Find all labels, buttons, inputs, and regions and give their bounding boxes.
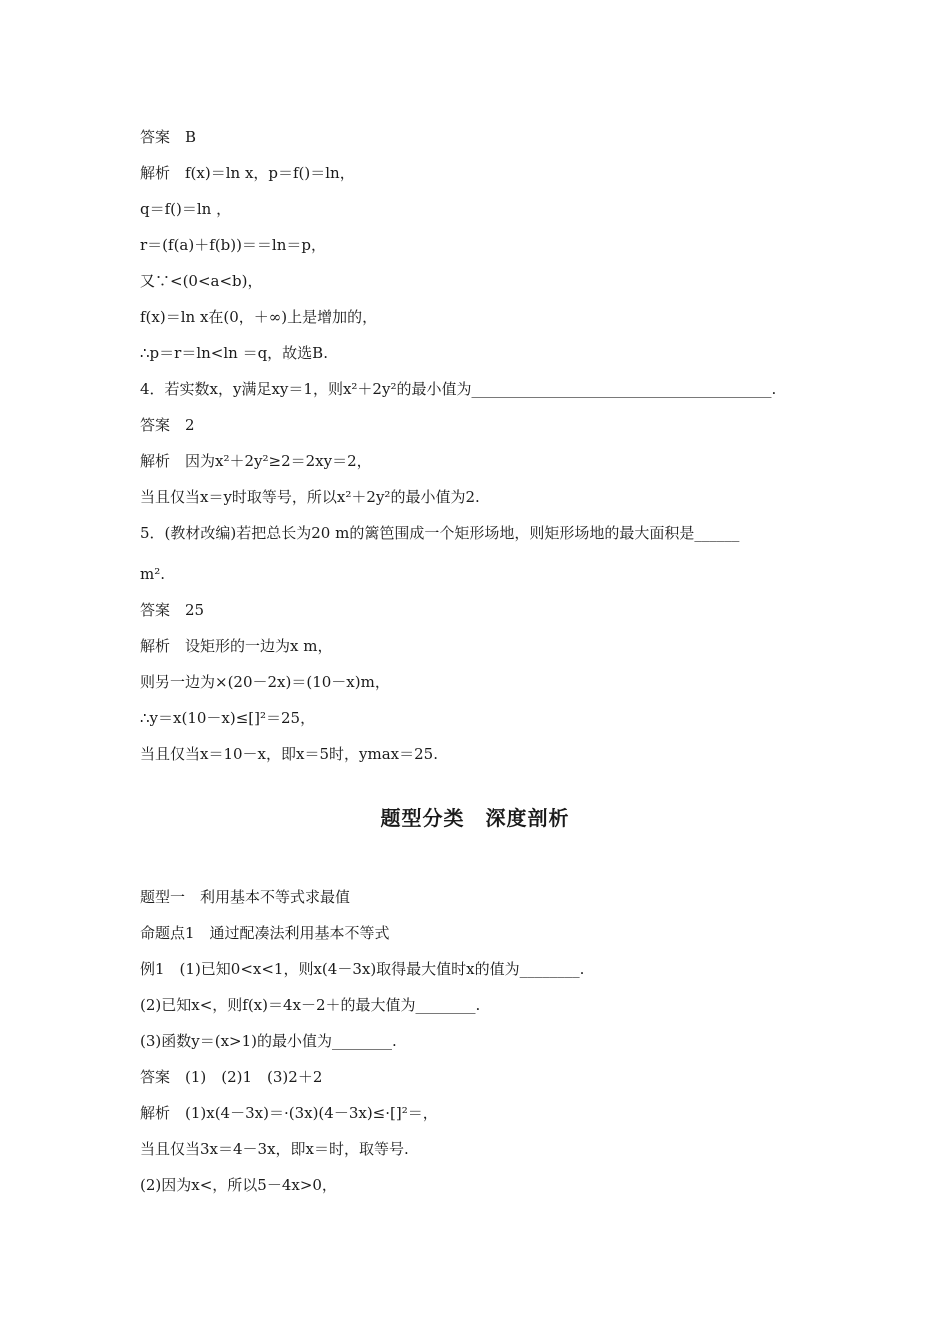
example-part-2: (2)已知x<，则f(x)＝4x－2＋的最大值为________. [140,996,481,1014]
text-line: ∴y＝x(10－x)≤[]²＝25， [140,709,316,727]
text-line: ∴p＝r＝ln<ln ＝q，故选B. [140,344,328,362]
example-1: 例1 (1)已知0<x<1，则x(4－3x)取得最大值时x的值为________. [140,960,585,978]
answer-line: 答案 (1) (2)1 (3)2＋2 [140,1068,323,1086]
analysis-line: 解析 设矩形的一边为x m， [140,637,333,655]
text-line: 当且仅当x＝y时取等号，所以x²＋2y²的最小值为2. [140,488,480,506]
question-5: 5．(教材改编)若把总长为20 m的篱笆围成一个矩形场地，则矩形场地的最大面积是______ [140,524,740,542]
answer-line: 答案 25 [140,601,205,619]
text-line: q＝f()＝ln ， [140,200,232,218]
answer-line: 答案 2 [140,416,195,434]
text-line: 则另一边为×(20－2x)＝(10－x)m， [140,673,390,691]
text-line: 又∵<(0<a<b)， [140,272,263,290]
example-part-3: (3)函数y＝(x>1)的最小值为________. [140,1032,397,1050]
subtopic-title: 命题点1 通过配凑法利用基本不等式 [140,924,390,942]
analysis-line: 解析 f(x)＝ln x，p＝f()＝ln， [140,164,355,182]
answer-line: 答案 B [140,128,197,146]
text-line: f(x)＝ln x在(0，＋∞)上是增加的， [140,308,378,326]
section-heading: 题型分类 深度剖析 [380,806,570,830]
analysis-line: 解析 (1)x(4－3x)＝·(3x)(4－3x)≤·[]²＝， [140,1104,438,1122]
analysis-line: 解析 因为x²＋2y²≥2＝2xy＝2， [140,452,372,470]
question-4: 4．若实数x，y满足xy＝1，则x²＋2y²的最小值为________________________________________. [140,380,777,398]
text-line: 当且仅当3x＝4－3x，即x＝时，取等号. [140,1140,409,1158]
text-line: 当且仅当x＝10－x，即x＝5时，ymax＝25. [140,745,438,763]
text-line: r＝(f(a)＋f(b))＝＝ln＝p， [140,236,326,254]
text-line: (2)因为x<，所以5－4x>0， [140,1176,337,1194]
text-line: m². [140,565,166,583]
topic-title: 题型一 利用基本不等式求最值 [140,888,351,906]
